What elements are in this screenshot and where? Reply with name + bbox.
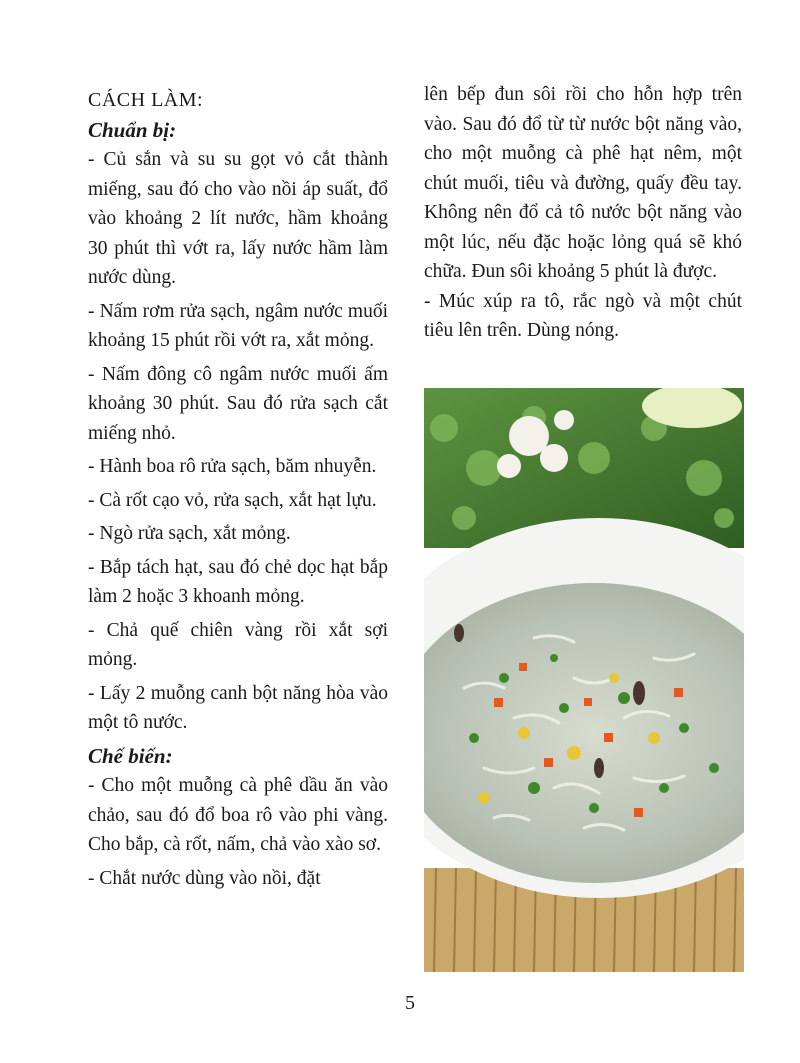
prep-step: - Nấm rơm rửa sạch, ngâm nước muối khoảng 15 phút rồi vớt ra, xắt mỏng. — [88, 300, 388, 351]
left-column — [88, 86, 388, 897]
soup-photo — [424, 388, 744, 972]
cook-step: - Cho một muỗng cà phê dầu ăn vào chảo, sau đó đổ boa rô vào phi vàng. Cho bắp, cà rốt, nấm, chả vào xào sơ. — [88, 775, 388, 855]
prep-step: - Lấy 2 muỗng canh bột năng hòa vào một tô nước. — [88, 682, 388, 733]
cook-step-continued: lên bếp đun sôi rồi cho hỗn hợp trên vào. Sau đó đổ từ từ nước bột năng vào, cho một muỗng cà phê hạt nêm, một chút muối, tiêu và đường, quấy đều tay. Không nên đổ cả tô nước bột năng vào một lúc, nếu đặc hoặc lỏng quá sẽ khó chữa. Đun sôi khoảng 5 phút là được. — [424, 84, 742, 282]
cook-title: Chế biến: — [88, 743, 173, 768]
prep-title: Chuẩn bị: — [88, 117, 177, 142]
serve-step: - Múc xúp ra tô, rắc ngò và một chút tiêu lên trên. Dùng nóng. — [424, 290, 742, 341]
page-number: 5 — [405, 992, 415, 1014]
right-column — [424, 80, 742, 346]
prep-step: - Nấm đông cô ngâm nước muối ấm khoảng 30 phút. Sau đó rửa sạch cắt miếng nhỏ. — [88, 363, 388, 444]
soup — [424, 583, 744, 883]
soup-bowl-illustration — [424, 388, 744, 972]
prep-step: - Củ sắn và su su gọt vỏ cắt thành miếng, sau đó cho vào nồi áp suất, đổ vào khoảng 2 lít nước, hầm khoảng 30 phút thì vớt ra, lấy nước hầm làm nước dùng. — [88, 149, 388, 288]
method-heading: CÁCH LÀM: — [88, 89, 204, 111]
prep-step: - Ngò rửa sạch, xắt mỏng. — [88, 523, 291, 544]
prep-step: - Hành boa rô rửa sạch, băm nhuyễn. — [88, 456, 377, 477]
prep-step: - Chả quế chiên vàng rồi xắt sợi mỏng. — [88, 619, 388, 670]
prep-step: - Cà rốt cạo vỏ, rửa sạch, xắt hạt lựu. — [88, 489, 377, 511]
prep-step: - Bắp tách hạt, sau đó chẻ dọc hạt bắp làm 2 hoặc 3 khoanh mỏng. — [88, 556, 388, 607]
cook-step: - Chắt nước dùng vào nồi, đặt — [88, 867, 321, 889]
